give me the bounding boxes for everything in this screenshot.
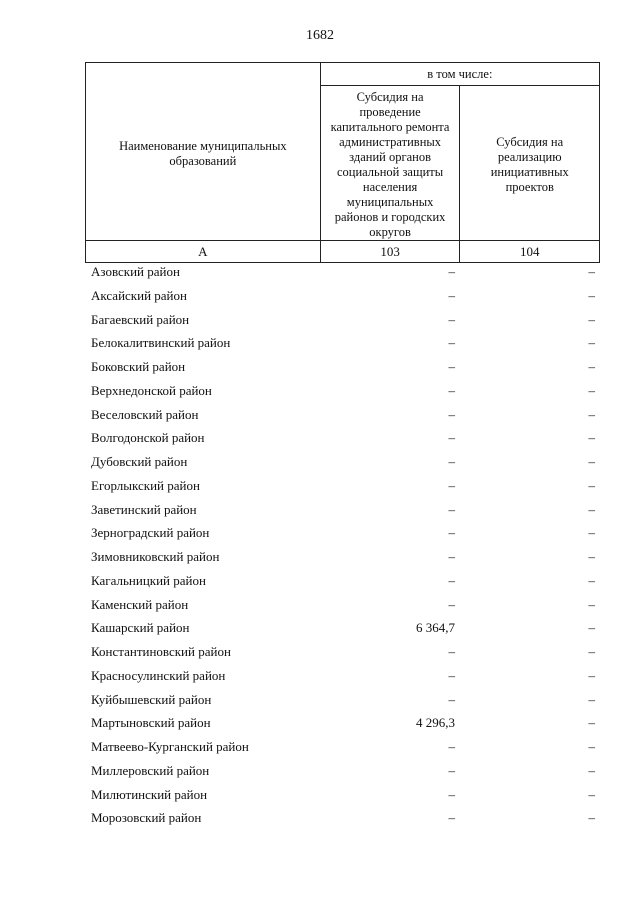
table-row: [85, 759, 600, 783]
value-col-104: –: [588, 762, 595, 778]
value-col-104: –: [588, 691, 595, 707]
municipality-name: Веселовский район: [91, 406, 199, 422]
value-col-103: –: [448, 810, 455, 826]
header-group: в том числе:: [320, 63, 599, 86]
value-col-104: –: [588, 335, 595, 351]
value-col-104: –: [588, 549, 595, 564]
table-header: [85, 62, 600, 263]
value-col-103: 6 364,7: [416, 620, 455, 636]
municipality-name: Каменский район: [91, 596, 189, 612]
table-row: [85, 521, 600, 545]
value-col-104: –: [588, 501, 595, 517]
value-col-103: –: [448, 596, 455, 612]
table-row: [85, 806, 600, 830]
header-index-104: 104: [460, 241, 600, 263]
value-col-104: –: [588, 382, 595, 398]
municipality-name: Заветинский район: [91, 501, 197, 517]
table-row: [85, 711, 600, 735]
value-col-103: –: [448, 382, 455, 398]
value-col-103: –: [448, 501, 455, 517]
value-col-104: –: [588, 786, 595, 802]
municipality-name: Азовский район: [91, 264, 180, 279]
municipality-name: Кашарский район: [91, 620, 190, 636]
table-row: [85, 403, 600, 427]
value-col-103: –: [448, 359, 455, 374]
municipality-name: Константиновский район: [91, 644, 231, 659]
value-col-103: 4 296,3: [416, 715, 455, 731]
value-col-104: –: [588, 644, 595, 659]
table-row: [85, 260, 600, 284]
municipality-name: Зимовниковский район: [91, 549, 220, 564]
table-row: [85, 308, 600, 332]
value-col-104: –: [588, 264, 595, 279]
municipality-name: Куйбышевский район: [91, 691, 212, 707]
municipality-name: Багаевский район: [91, 311, 190, 327]
value-col-103: –: [448, 549, 455, 564]
value-col-104: –: [588, 311, 595, 327]
value-col-104: –: [588, 739, 595, 754]
value-col-103: –: [448, 311, 455, 327]
municipality-name: Мартыновский район: [91, 715, 211, 731]
value-col-103: –: [448, 644, 455, 659]
table-row: [85, 498, 600, 522]
table-row: [85, 688, 600, 712]
municipality-name: Егорлыкский район: [91, 477, 200, 493]
header-name-label: Наименование муниципальных образований: [119, 138, 287, 168]
value-col-103: –: [448, 477, 455, 493]
header-name-column: [86, 63, 321, 241]
municipality-name: Миллеровский район: [91, 762, 210, 778]
table-row: [85, 735, 600, 759]
value-col-104: –: [588, 810, 595, 826]
value-col-104: –: [588, 715, 595, 731]
value-col-103: –: [448, 667, 455, 683]
value-col-104: –: [588, 287, 595, 303]
value-col-103: –: [448, 739, 455, 754]
value-col-104: –: [588, 477, 595, 493]
value-col-103: –: [448, 264, 455, 279]
table-row: [85, 569, 600, 593]
table-row: [85, 284, 600, 308]
municipality-name: Милютинский район: [91, 786, 208, 802]
table-row: [85, 379, 600, 403]
table-body: [85, 260, 600, 830]
table-row: [85, 664, 600, 688]
value-col-104: –: [588, 454, 595, 469]
value-col-103: –: [448, 691, 455, 707]
table-row: [85, 474, 600, 498]
header-index-103: 103: [320, 241, 460, 263]
value-col-103: –: [448, 406, 455, 422]
value-col-104: –: [588, 359, 595, 374]
table-row: [85, 616, 600, 640]
table-row: [85, 450, 600, 474]
value-col-103: –: [448, 335, 455, 351]
value-col-104: –: [588, 430, 595, 446]
value-col-104: –: [588, 406, 595, 422]
table-row: [85, 783, 600, 807]
municipality-name: Кагальницкий район: [91, 572, 206, 588]
municipality-name: Матвеево-Курганский район: [91, 739, 249, 754]
table-row: [85, 593, 600, 617]
municipality-name: Красносулинский район: [91, 667, 226, 683]
table-row: [85, 331, 600, 355]
value-col-103: –: [448, 430, 455, 446]
header-col-103-label: Субсидия на проведение капитального ремонта административных зданий органов социальной защиты населения муниципальных районов и городских округов: [330, 90, 450, 239]
value-col-103: –: [448, 786, 455, 802]
municipality-name: Морозовский район: [91, 810, 202, 826]
value-col-103: –: [448, 287, 455, 303]
header-col-104: [460, 86, 600, 241]
municipality-name: Аксайский район: [91, 287, 187, 303]
header-col-104-label: Субсидия на реализацию инициативных проектов: [490, 135, 569, 194]
value-col-103: –: [448, 762, 455, 778]
value-col-104: –: [588, 667, 595, 683]
value-col-103: –: [448, 454, 455, 469]
value-col-103: –: [448, 525, 455, 541]
table-row: [85, 640, 600, 664]
value-col-103: –: [448, 572, 455, 588]
municipality-name: Дубовский район: [91, 454, 188, 469]
value-col-104: –: [588, 620, 595, 636]
header-index-name: А: [86, 241, 321, 263]
header-col-103: [320, 86, 460, 241]
municipality-name: Зерноградский район: [91, 525, 210, 541]
municipality-name: Белокалитвинский район: [91, 335, 231, 351]
value-col-104: –: [588, 572, 595, 588]
value-col-104: –: [588, 596, 595, 612]
municipality-name: Волгодонской район: [91, 430, 205, 446]
table-row: [85, 426, 600, 450]
table-row: [85, 355, 600, 379]
municipality-name: Верхнедонской район: [91, 382, 212, 398]
value-col-104: –: [588, 525, 595, 541]
municipality-name: Боковский район: [91, 359, 186, 374]
page-number: 1682: [306, 28, 334, 43]
table-row: [85, 545, 600, 569]
